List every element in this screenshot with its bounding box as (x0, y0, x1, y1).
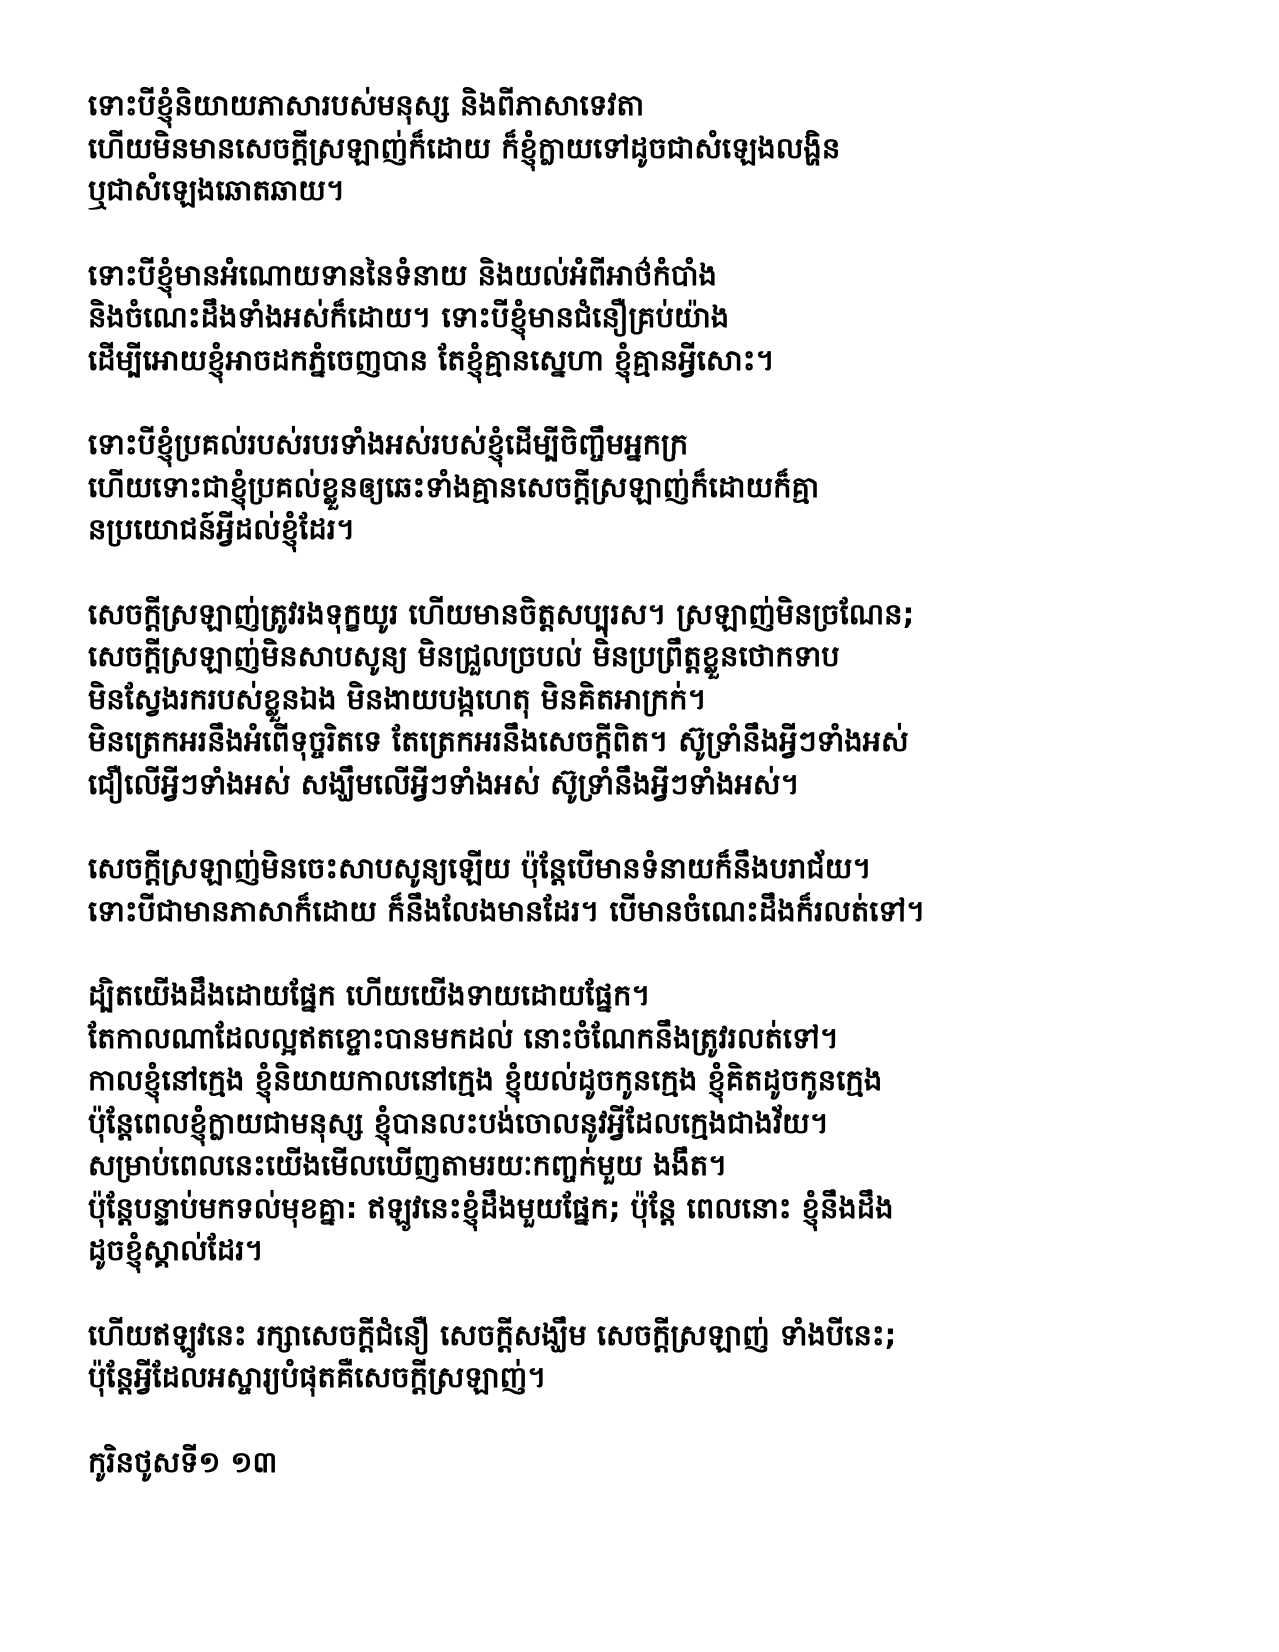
text-line: ទោះបីខ្ញុំប្រគល់របស់របរទាំងអស់របស់ខ្ញុំដើម្បីចិញ្ចឹមអ្នកក្រ (88, 427, 689, 461)
text-line: ដ្បិតយើងដឹងដោយផ្នែក ហើយយើងទាយដោយផ្នែក។ (88, 978, 651, 1012)
stanza-7 (88, 1314, 1208, 1399)
text-line: មិនត្រេកអរនឹងអំពើទុច្ចរិតទេ តែត្រេកអរនឹងសេចក្ដីពិត។ ស៊ូទ្រាំនឹងអ្វីៗទាំងអស់ (88, 724, 909, 758)
text-line: ហើយឥឡូវនេះ រក្សាសេចក្ដីជំនឿ សេចក្ដីសង្ឃឹម សេចក្ដីស្រឡាញ់ ទាំងបីនេះ; (88, 1317, 897, 1352)
text-line: កាលខ្ញុំនៅក្មេង ខ្ញុំនិយាយកាលនៅក្មេង ខ្ញុំយល់ដូចកូនក្មេង ខ្ញុំគិតដូចកូនក្មេង (88, 1063, 883, 1097)
text-line: ដើម្បីអោយខ្ញុំអាចដកភ្នំចេញបាន តែខ្ញុំគ្មានស្នេហា ខ្ញុំគ្មានអ្វីសោះ។ (88, 342, 775, 377)
text-line: នប្រយោជន៍អ្វីដល់ខ្ញុំដែរ។ (88, 512, 356, 546)
text-line: តែកាលណាដែលល្អឥតខ្ចោះបានមកដល់ នោះចំណែកនឹងត្រូវរលត់ទៅ។ (88, 1020, 839, 1055)
text-line: ជឿលើអ្វីៗទាំងអស់ សង្ឃឹមលើអ្វីៗទាំងអស់ ស៊ូទ្រាំនឹងអ្វីៗទាំងអស់។ (88, 766, 800, 801)
text-line: ទោះបីខ្ញុំនិយាយភាសារបស់មនុស្ស និងពីភាសាទេវតា (88, 88, 645, 122)
text-line: ប៉ុន្តែពេលខ្ញុំក្លាយជាមនុស្ស ខ្ញុំបានលះបង់ចោលនូវអ្វីដែលក្មេងជាងវ័យ។ (88, 1105, 829, 1140)
stanza-4 (88, 593, 1208, 806)
text-line: និងចំណេះដឹងទាំងអស់ក៏ដោយ។ ទោះបីខ្ញុំមានជំនឿគ្រប់យ៉ាង (88, 300, 730, 334)
scripture-reference: កូរិនថូសទី១ ១៣ (88, 1444, 278, 1479)
text-line: ហើយមិនមានសេចក្ដីស្រឡាញ់ក៏ដោយ ក៏ខ្ញុំក្លាយទៅដូចជាសំឡេងលង្ហិន (88, 130, 841, 165)
text-line: ឬជាសំឡេងឆោតឆាយ។ (88, 173, 346, 207)
text-line: ប៉ុន្តែបន្ទាប់មកទល់មុខគ្នា: ឥឡូវនេះខ្ញុំដឹងមួយផ្នែក; ប៉ុន្តែ ពេលនោះ ខ្ញុំនឹងដឹង (88, 1190, 894, 1225)
text-line: ដូចខ្ញុំស្គាល់ដែរ។ (88, 1233, 264, 1267)
text-line: សេចក្ដីស្រឡាញ់មិនចេះសាបសូន្យឡើយ ប៉ុន្តែបើមានទំនាយក៏នឹងបរាជ័យ។ (88, 851, 872, 885)
stanza-5 (88, 847, 1208, 932)
document-page (88, 84, 1208, 1483)
text-line: ទោះបីខ្ញុំមានអំណោយទាននៃទំនាយ និងយល់អំពីអាថ៌កំបាំង (88, 257, 717, 292)
text-line: ហើយទោះជាខ្ញុំប្រគល់ខ្លួនឲ្យឆេះទាំងគ្មានសេចក្ដីស្រឡាញ់ក៏ដោយក៏គ្មា (88, 469, 820, 504)
text-line: សេចក្ដីស្រឡាញ់ត្រូវរងទុក្ខយូរ ហើយមានចិត្តសប្បុរស។ ស្រឡាញ់មិនច្រណែន; (88, 596, 915, 631)
text-line: ប៉ុន្តែអ្វីដែលអស្ចារ្យបំផុតគឺសេចក្ដីស្រឡាញ់។ (88, 1360, 547, 1394)
text-line: មិនស្វែងរករបស់ខ្លួនឯង មិនងាយបង្កហេតុ មិនគិតអាក្រក់។ (88, 681, 707, 716)
stanza-6 (88, 974, 1208, 1272)
stanza-1 (88, 84, 1208, 212)
text-line: ទោះបីជាមានភាសាក៏ដោយ ក៏នឹងលែងមានដែរ។ បើមានចំណេះដឹងក៏រលត់ទៅ។ (88, 893, 926, 928)
stanza-2 (88, 254, 1208, 382)
stanza-3 (88, 423, 1208, 551)
text-line: សម្រាប់ពេលនេះយើងមើលឃើញតាមរយៈកញ្ចក់មួយ ងងឹត។ (88, 1148, 728, 1182)
text-line: សេចក្ដីស្រឡាញ់មិនសាបសូន្យ មិនជ្រួលច្របល់ មិនប្រព្រឹត្តខ្លួនថោកទាប (88, 639, 840, 673)
